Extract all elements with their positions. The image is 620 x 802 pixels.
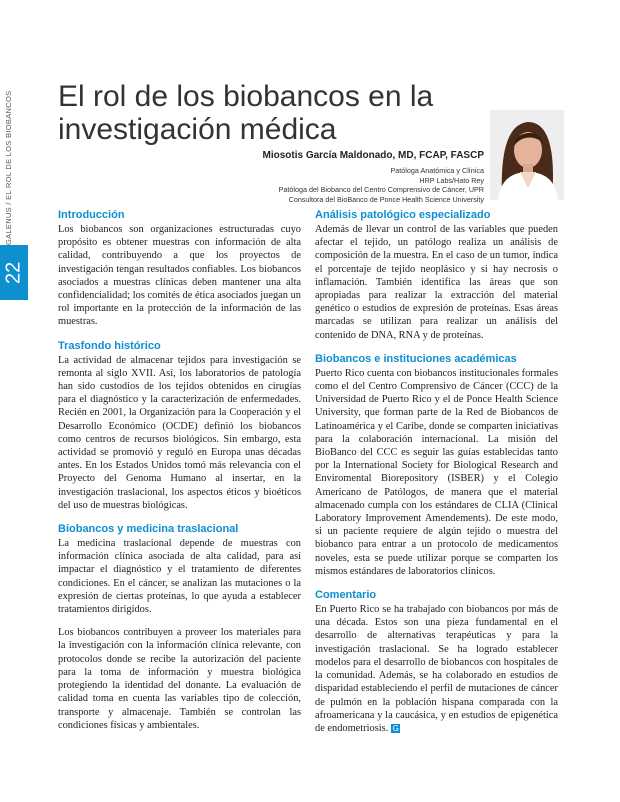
section-introduccion (58, 208, 301, 329)
section-heading: Biobancos y medicina traslacional (58, 523, 239, 536)
affiliation-line: Consultora del BioBanco de Ponce Health Science University (288, 194, 484, 204)
affiliation-line: HRP Labs/Hato Rey (419, 175, 484, 185)
sidebar (0, 85, 28, 300)
section-heading: Análisis patológico especializado (315, 209, 491, 221)
end-of-article-icon: G (392, 724, 399, 734)
section-trasfondo-historico (58, 339, 301, 512)
section-analisis-patologico (315, 208, 558, 342)
paragraph-text: En Puerto Rico se ha trabajado con biobancos por más de una década. Estos son una pieza fundamental en el desarrollo de alternativas terapéuticas y para la investigación traslacional. Se ha logrado establecer modelos para el desarrollo de biobancos con hospitales de la comunidad. Además, se ha colaborado en estudios de disparidad estableciendo el perfil de mutaciones de cáncer de pulmón en la población hispana comparada con la afroamericana y la caucásica, y en estudios de epigenética de endometriosis. (315, 604, 558, 734)
section-medicina-traslacional (58, 522, 301, 732)
paragraph: La actividad de almacenar tejidos para investigación se remonta al siglo XVII. Así, los laboratorios de patología han sido custodios de los tejidos obtenidos en cirugías para el diagnóstico y la caracterización de enfermedades. Recién en 2001, la Organización para la Cooperación y el Desarrollo Económico (OCDE) definió los biobancos como centros de recursos biológicos. Sin embargo, esta actividad se promovió y reguló en Europa unas décadas antes. En los Estados Unidos tomó más relevancia con el Proyecto del Genoma Humano al insertar, en la investigación traslacional, los aspectos éticos y bioéticos del uso de muestras biológicas. (58, 354, 301, 511)
affiliation-line: Patóloga del Biobanco del Centro Comprensivo de Cáncer, UPR (278, 185, 484, 194)
affiliation-line: Patóloga Anatómica y Clínica (390, 166, 484, 175)
paragraph: Los biobancos son organizaciones estructuradas cuyo propósito es obtener muestras con información de alta calidad, contribuyendo a que los proyectos de investigación tengan resultados confiables. Los biobancos asociados a muestras clínicas deben mantener una alta confidencialidad; los comités de ética asociados juegan un rol importante en la protección de la información de las muestras. (58, 224, 301, 328)
left-column (58, 208, 301, 742)
author-portrait-image (490, 110, 564, 200)
section-running-head: GALENUS / EL ROL DE LOS BIOBANCOS (4, 90, 13, 245)
section-heading: Introducción (58, 209, 125, 221)
page-number-box (0, 245, 28, 300)
paragraph: Además de llevar un control de las variables que pueden afectar el tejido, un patólogo realiza un análisis de composición de la muestra. En el caso de un tumor, indica el porcentaje de tejido neoplásico y si hay necrosis o inflamación. También identifica las áreas que son apropiadas para realizar la extracción del material genético o estudios de expresión de proteínas. Esas áreas marcadas se utilizan para realizar un análisis del contenido de DNA, RNA y de proteínas. (315, 224, 558, 341)
author-affiliations (230, 166, 484, 204)
section-heading: Trasfondo histórico (58, 339, 161, 352)
author-photo (490, 110, 564, 200)
paragraph: Puerto Rico cuenta con biobancos institucionales formales como el del Centro Comprensivo de Cáncer (CCC) de la Universidad de Puerto Rico y el de Ponce Health Science University, que forman parte de la Red de Biobancos de Latinoamérica y el Caribe, donde se comparten iniciativas para la colaboración internacional. La misión del BioBanco del CCC es seguir las guías establecidas tanto por la International Society for Biological Research and Enviromental Biorepository (ISBER) y el Colegio Americano de Patólogos, de manera que el material almacenado cumpla con los estándares de CLIA (Clinical Laboratory Improvement Amendements). De este modo, si un paciente requiere de algún tejido o muestra del biobanco para entrar a un protocolo de medicamentos noveles, esta se puede utilizar porque se comparten los mismos estándares de laboratorios clínicos. (315, 367, 558, 577)
section-instituciones-academicas (315, 352, 558, 578)
page-number: 22 (2, 261, 25, 284)
section-heading: Biobancos e instituciones académicas (315, 352, 517, 365)
paragraph: Los biobancos contribuyen a proveer los materiales para la investigación con la información clínica relevante, con protocolos donde se recibe la autorización del paciente para la toma de información y muestra biológica protegiendo la identidad del donante. La evaluación de calidad toma en cuenta las variables tipo de colección, transporte y almacenaje. También se controlan las condiciones físicas y ambientales. (58, 627, 301, 731)
section-heading: Comentario (315, 589, 377, 602)
article-title: El rol de los biobancos en la investigación médica (58, 80, 434, 146)
paragraph: La medicina traslacional depende de muestras con información clínica asociada de alta calidad, para así impactar el diagnóstico y el tratamiento de diferentes condiciones. En el cáncer, se analizan las mutaciones o la expresión de ciertas proteínas, lo que ayuda a establecer tratamientos dirigidos. (58, 538, 301, 616)
section-comentario (315, 588, 558, 735)
paragraph (315, 603, 558, 735)
author-name: Miosotis García Maldonado, MD, FCAP, FASCP (262, 150, 484, 161)
right-column (315, 208, 558, 745)
